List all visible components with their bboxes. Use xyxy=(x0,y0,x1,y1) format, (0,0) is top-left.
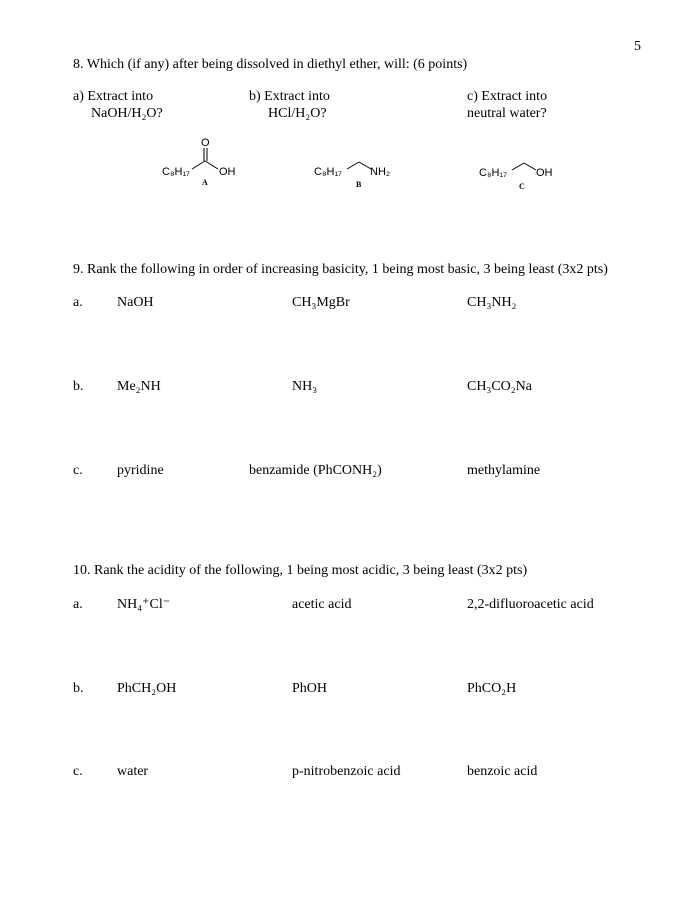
q10-row-c-letter: c. xyxy=(73,764,83,779)
question-9-text: 9. Rank the following in order of increasing basicity, 1 being most basic, 3 being least (3x2 pts) xyxy=(73,262,608,277)
structure-b-substituent: C₈H₁₇ xyxy=(314,166,342,178)
q9-row-a-item-1: NaOH xyxy=(117,295,154,310)
structure-c-label: C xyxy=(519,182,525,191)
q10-row-a-item-3: 2,2-difluoroacetic acid xyxy=(467,597,594,612)
q8-option-b-line1: b) Extract into xyxy=(249,89,330,104)
page-number: 5 xyxy=(634,39,641,54)
q10-row-b-letter: b. xyxy=(73,681,84,696)
q10-row-c-item-1: water xyxy=(117,764,149,779)
q9-row-b-item-1: Me₂NH xyxy=(117,379,161,394)
q8-option-a-line2: NaOH/H₂O? xyxy=(91,106,163,121)
structure-c xyxy=(476,137,576,197)
q9-row-c-item-3: methylamine xyxy=(467,463,541,478)
q10-row-c-item-2: p-nitrobenzoic acid xyxy=(292,764,401,779)
q8-option-c-line1: c) Extract into xyxy=(467,89,548,104)
structure-b-group: NH₂ xyxy=(370,166,391,178)
q10-row-a-item-1: NH₄⁺Cl⁻ xyxy=(117,597,171,612)
q9-row-b-item-3: CH₃CO₂Na xyxy=(467,379,532,394)
q8-option-a-line1: a) Extract into xyxy=(73,89,154,104)
structure-a-carbonyl-oxygen: O xyxy=(201,137,210,149)
q10-row-b-item-1: PhCH₂OH xyxy=(117,681,177,696)
question-10-text: 10. Rank the acidity of the following, 1 being most acidic, 3 being least (3x2 pts) xyxy=(73,563,528,578)
q10-row-a-item-2: acetic acid xyxy=(292,597,352,612)
q10-row-a-letter: a. xyxy=(73,597,83,612)
structure-c-group: OH xyxy=(536,167,553,179)
q9-row-c-letter: c. xyxy=(73,463,83,478)
q9-row-b-letter: b. xyxy=(73,379,84,394)
q10-row-b-item-2: PhOH xyxy=(292,681,328,696)
q9-row-c-item-2: benzamide (PhCONH₂) xyxy=(249,463,382,478)
q8-option-b-line2: HCl/H₂O? xyxy=(268,106,327,121)
q9-row-a-item-3: CH₃NH₂ xyxy=(467,295,517,310)
q9-row-c-item-1: pyridine xyxy=(117,463,164,478)
structure-b xyxy=(311,137,411,197)
q8-option-c-line2: neutral water? xyxy=(467,106,547,121)
structure-b-label: B xyxy=(356,180,362,189)
structure-a-label: A xyxy=(202,178,208,187)
q9-row-a-letter: a. xyxy=(73,295,83,310)
structure-a-group: OH xyxy=(219,166,236,178)
q10-row-c-item-3: benzoic acid xyxy=(467,764,538,779)
structure-a-substituent: C₈H₁₇ xyxy=(162,166,190,178)
structure-c-substituent: C₈H₁₇ xyxy=(479,167,507,179)
q9-row-a-item-2: CH₃MgBr xyxy=(292,295,350,310)
q10-row-b-item-3: PhCO₂H xyxy=(467,681,517,696)
q9-row-b-item-2: NH₃ xyxy=(292,379,318,394)
structure-a xyxy=(160,137,250,197)
question-8-text: 8. Which (if any) after being dissolved in diethyl ether, will: (6 points) xyxy=(73,57,468,72)
